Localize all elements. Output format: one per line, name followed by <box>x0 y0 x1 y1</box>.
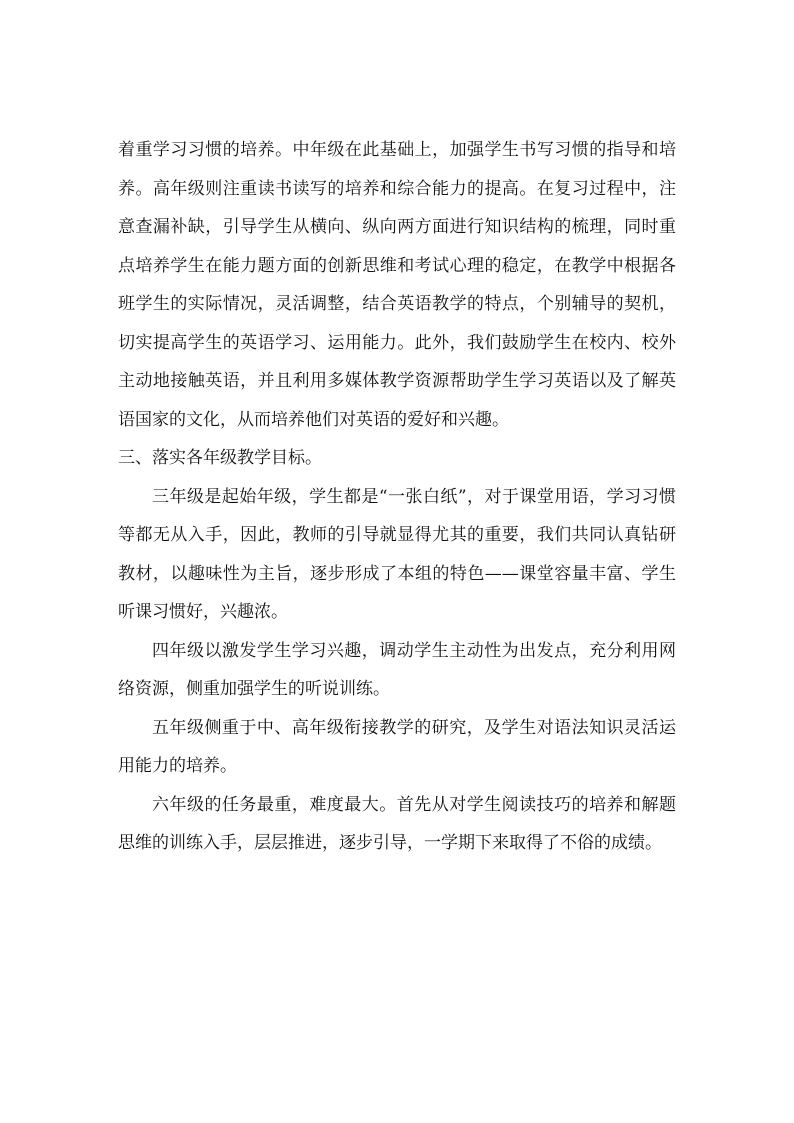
body-paragraph-grade5: 五年级侧重于中、高年级衔接教学的研究，及学生对语法知识灵活运用能力的培养。 <box>118 717 676 776</box>
body-paragraph-grade3: 三年级是起始年级，学生都是“一张白纸”，对于课堂用语，学习习惯等都无从入手，因此，教师的引导就显得尤其的重要，我们共同认真钻研教材，以趣味性为主旨，逐步形成了本组的特色——课堂容量丰富、学生听课习惯好，兴趣浓。 <box>118 486 676 622</box>
body-paragraph-grade6: 六年级的任务最重，难度最大。首先从对学生阅读技巧的培养和解题思维的训练入手，层层推进，逐步引导，一学期下来取得了不俗的成绩。 <box>118 794 676 853</box>
body-paragraph: 着重学习习惯的培养。中年级在此基础上，加强学生书写习惯的指导和培养。高年级则注重读书读写的培养和综合能力的提高。在复习过程中，注意查漏补缺，引导学生从横向、纵向两方面进行知识结构的梳理，同时重点培养学生在能力题方面的创新思维和考试心理的稳定，在教学中根据各班学生的实际情况，灵活调整，结合英语教学的特点，个别辅导的契机，切实提高学生的英语学习、运用能力。此外，我们鼓励学生在校内、校外主动地接触英语，并且利用多媒体教学资源帮助学生学习英语以及了解英语国家的文化，从而培养他们对英语的爱好和兴趣。 <box>118 140 676 430</box>
section-heading: 三、落实各年级教学目标。 <box>118 448 322 468</box>
document-page <box>118 131 676 863</box>
body-paragraph-grade4: 四年级以激发学生学习兴趣，调动学生主动性为出发点，充分利用网络资源，侧重加强学生的听说训练。 <box>118 640 676 699</box>
